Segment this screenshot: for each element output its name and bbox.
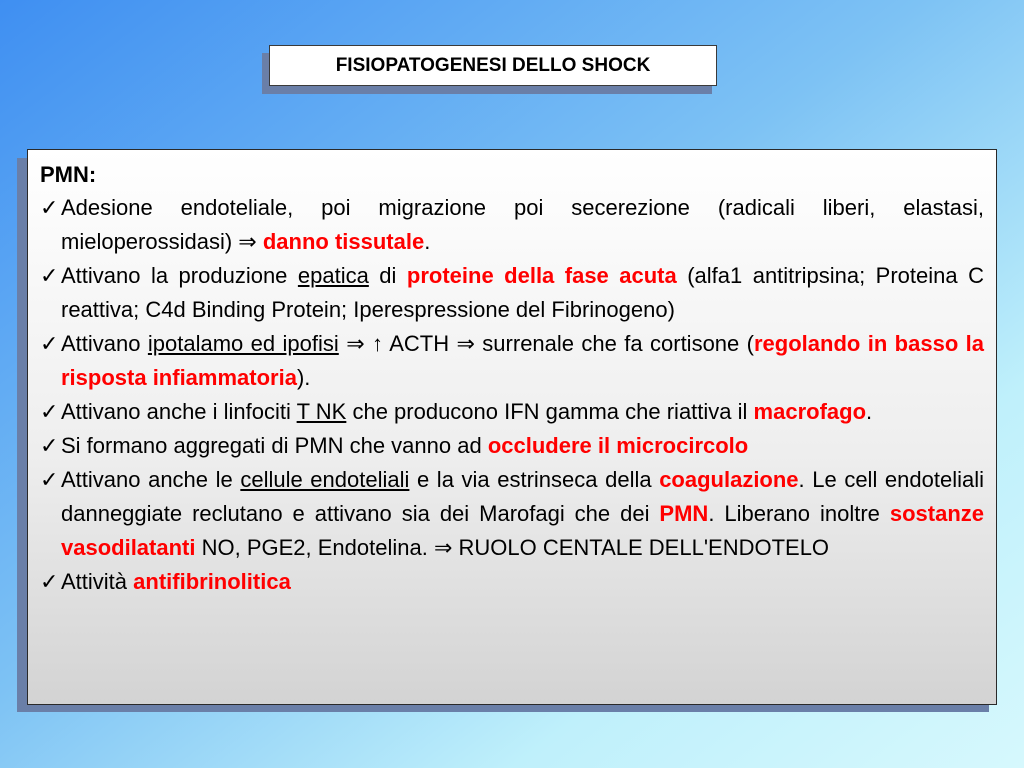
highlight-text: sostanze vasodilatanti xyxy=(61,501,984,560)
checkmark-icon: ✓ xyxy=(40,467,59,492)
bullet-text: . xyxy=(424,229,431,254)
bullet-item-5 xyxy=(40,429,984,463)
bullet-text: . Liberano inoltre xyxy=(708,501,890,526)
highlight-text: regolando in basso la risposta infiammatoria xyxy=(61,331,984,390)
bullet-item-3 xyxy=(40,327,984,395)
bullet-item-1 xyxy=(40,191,984,259)
slide-title: FISIOPATOGENESI DELLO SHOCK xyxy=(335,54,651,76)
underlined-text: ipotalamo ed ipofisi xyxy=(147,331,339,356)
bullet-text: Si formano aggregati di PMN che vanno ad xyxy=(61,433,488,458)
bullet-item-4 xyxy=(40,395,984,429)
bullet-text: Adesione endoteliale, poi migrazione poi secerezione (radicali liberi, elastasi, mieloperossidasi) ⇒ xyxy=(61,195,984,254)
content-box xyxy=(27,149,997,705)
highlight-text: danno tissutale xyxy=(262,229,425,254)
bullet-item-6 xyxy=(40,463,984,565)
highlight-text: coagulazione xyxy=(659,467,799,492)
highlight-text: occludere il microcircolo xyxy=(487,433,749,458)
checkmark-icon: ✓ xyxy=(40,195,59,220)
underlined-text: cellule endoteliali xyxy=(240,467,410,492)
highlight-text: proteine della fase acuta xyxy=(406,263,677,288)
bullet-text: . xyxy=(866,399,873,424)
bullet-text: (alfa1 antitripsina; Proteina C reattiva; C4d Binding Protein; Iperespressione del Fibrinogeno) xyxy=(61,263,984,322)
bullet-text: di xyxy=(368,263,407,288)
highlight-text: PMN xyxy=(659,501,709,526)
bullet-text: . Le cell endoteliali danneggiate reclutano e attivano sia dei Marofagi che dei xyxy=(61,467,984,526)
bullet-item-2 xyxy=(40,259,984,327)
bullet-text: Attivano xyxy=(61,331,148,356)
bullet-text: NO, PGE2, Endotelina. ⇒ RUOLO CENTALE DELL'ENDOTELO xyxy=(195,535,830,560)
bullet-text: Attivano anche le xyxy=(61,467,241,492)
bullet-text: Attivano la produzione xyxy=(61,263,298,288)
underlined-text: T NK xyxy=(296,399,347,424)
checkmark-icon: ✓ xyxy=(40,399,59,424)
checkmark-icon: ✓ xyxy=(40,569,59,594)
bullet-text: che producono IFN gamma che riattiva il xyxy=(346,399,754,424)
checkmark-icon: ✓ xyxy=(40,433,59,458)
bullet-text: ⇒ ↑ ACTH ⇒ surrenale che fa cortisone ( xyxy=(338,331,754,356)
content-heading: PMN: xyxy=(40,162,97,187)
slide-title-box xyxy=(269,45,717,86)
bullet-item-7 xyxy=(40,565,984,599)
bullet-text: Attivano anche i linfociti xyxy=(61,399,297,424)
bullet-text: e la via estrinseca della xyxy=(409,467,660,492)
highlight-text: macrofago xyxy=(753,399,867,424)
checkmark-icon: ✓ xyxy=(40,331,59,356)
underlined-text: epatica xyxy=(297,263,369,288)
checkmark-icon: ✓ xyxy=(40,263,59,288)
highlight-text: antifibrinolitica xyxy=(133,569,291,594)
bullet-text: Attività xyxy=(61,569,134,594)
bullet-text: ). xyxy=(296,365,311,390)
